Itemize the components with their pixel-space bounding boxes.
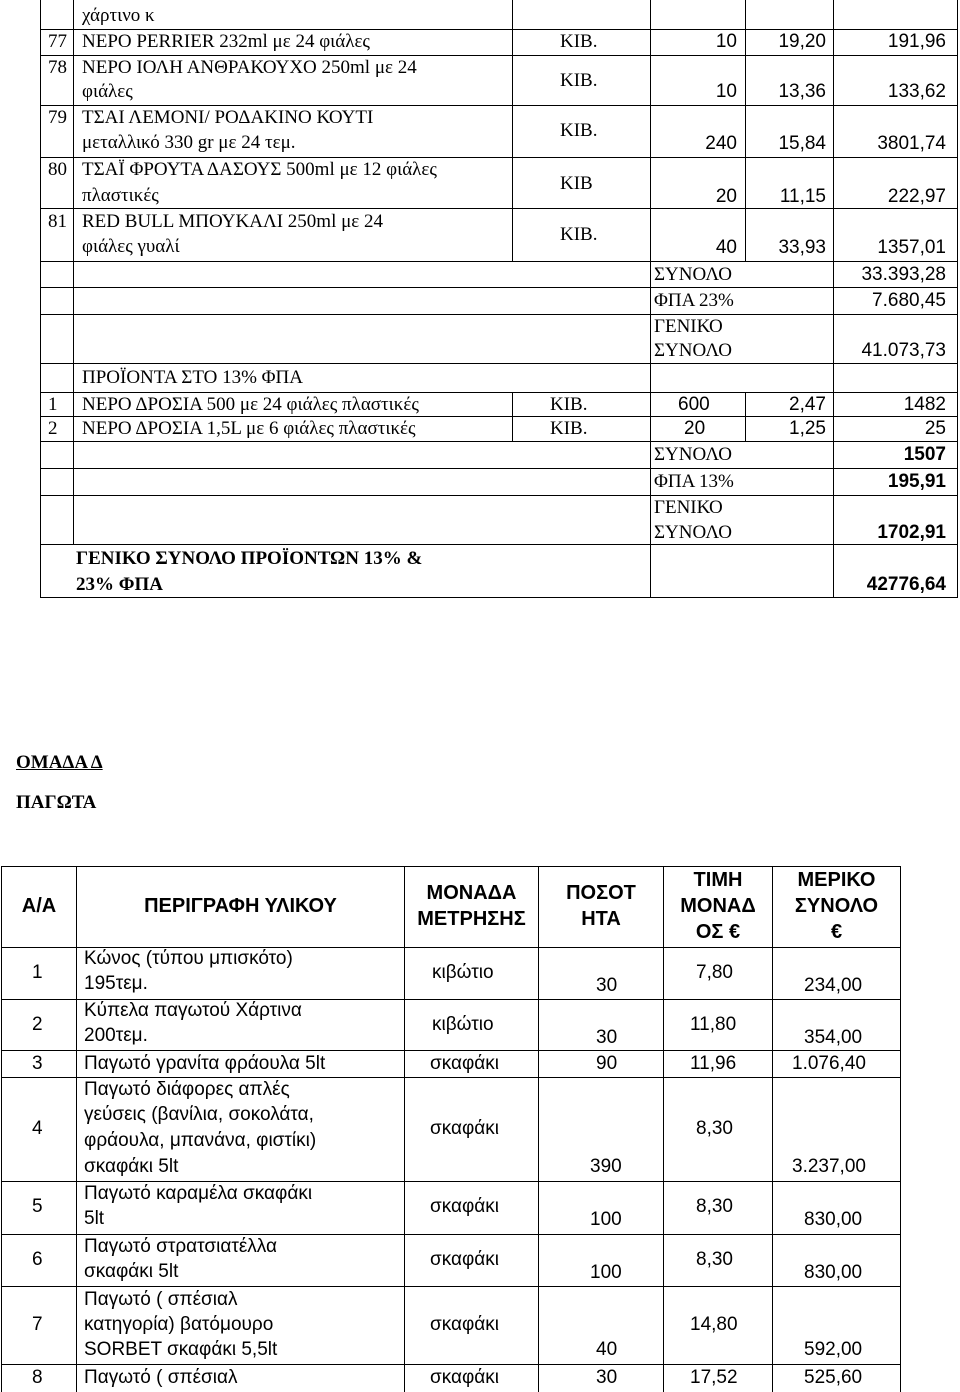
grand13-label: ΓΕΝΙΚΟ xyxy=(654,497,723,518)
header-total-currency: € xyxy=(830,921,843,943)
row-quantity: 100 xyxy=(590,1209,622,1230)
row-number: 79 xyxy=(48,107,67,128)
row-price: 14,80 xyxy=(690,1314,738,1335)
row-unit: σκαφάκι xyxy=(430,1367,500,1388)
row-number: 80 xyxy=(48,159,67,180)
grand-total-label-cont: ΣΥΝΟΛΟ xyxy=(654,340,733,361)
group-subtitle: ΠΑΓΩΤΑ xyxy=(16,792,97,813)
row-quantity: 20 xyxy=(715,186,737,207)
row-description: ΝΕΡΟ ΔΡΟΣΙΑ 1,5L με 6 φιάλες πλαστικές xyxy=(82,418,416,439)
row-description: ΝΕΡΟ ΙΟΛΗ ΑΝΘΡΑΚΟΥΧΟ 250ml με 24 xyxy=(82,57,417,78)
row-number: 8 xyxy=(32,1367,43,1388)
sum-value: 33.393,28 xyxy=(861,264,946,285)
row-unit: ΚΙΒ. xyxy=(550,394,588,415)
row-price: 1,25 xyxy=(789,418,826,439)
overall-total-label-cont: 23% ΦΠΑ xyxy=(76,574,164,595)
row-quantity: 20 xyxy=(684,418,706,439)
row-price: 8,30 xyxy=(696,1196,733,1217)
row-quantity: 390 xyxy=(590,1156,622,1177)
row-total: 830,00 xyxy=(804,1209,863,1230)
row-unit: ΚΙΒ. xyxy=(550,418,588,439)
row-description-cont: 200τεμ. xyxy=(84,1025,148,1046)
row-unit: σκαφάκι xyxy=(430,1053,500,1074)
row-total: 354,00 xyxy=(804,1027,863,1048)
row-unit: ΚΙΒ xyxy=(560,173,593,194)
row-quantity: 90 xyxy=(596,1053,618,1074)
row-number: 77 xyxy=(48,31,67,52)
row-description: Παγωτό γρανίτα φράουλα 5lt xyxy=(84,1053,326,1074)
header-total-cont: ΣΥΝΟΛΟ xyxy=(794,895,879,917)
vat-label: ΦΠΑ 23% xyxy=(654,290,734,311)
row-number: 2 xyxy=(32,1014,43,1035)
row-price: 11,15 xyxy=(779,186,826,207)
row-number: 81 xyxy=(48,211,67,232)
row-price: 11,96 xyxy=(690,1053,737,1074)
overall-total-value: 42776,64 xyxy=(866,574,946,595)
row-description-cont: πλαστικές xyxy=(82,185,159,206)
row-quantity: 240 xyxy=(705,133,737,154)
header-price: ΤΙΜΗ xyxy=(693,869,743,891)
row-unit: ΚΙΒ. xyxy=(560,70,598,91)
row-unit: σκαφάκι xyxy=(430,1196,500,1217)
row-quantity: 10 xyxy=(715,31,737,52)
row-total: 830,00 xyxy=(804,1262,863,1283)
row-quantity: 40 xyxy=(715,237,737,258)
row-unit: σκαφάκι xyxy=(430,1249,500,1270)
row-description-cont: κατηγορία) βατόμουρο xyxy=(84,1314,274,1335)
row-description: Παγωτό στρατσιατέλλα xyxy=(84,1236,277,1257)
row-description: Παγωτό διάφορες απλές xyxy=(84,1079,290,1100)
header-unit: ΜΟΝΑΔΑ xyxy=(426,882,517,904)
row-number: 7 xyxy=(32,1314,43,1335)
row-description: ΤΣΑΪ ΦΡΟΥΤΑ ΔΑΣΟΥΣ 500ml με 12 φιάλες xyxy=(82,159,437,180)
row-price: 17,52 xyxy=(690,1367,738,1388)
header-quantity: ΠΟΣΟΤ xyxy=(566,882,636,904)
vat13-label: ΦΠΑ 13% xyxy=(654,471,734,492)
row-unit: σκαφάκι xyxy=(430,1118,500,1139)
header-price-cont: ΜΟΝΑΔ xyxy=(680,895,756,917)
header-quantity-cont: ΗΤΑ xyxy=(581,908,621,930)
row-description: Κώνος (τύπου μπισκότο) xyxy=(84,948,293,969)
row-total: 191,96 xyxy=(887,31,946,52)
row-total: 1482 xyxy=(903,394,946,415)
vat-value: 7.680,45 xyxy=(872,290,946,311)
row-total: 234,00 xyxy=(804,975,863,996)
row-total: 1357,01 xyxy=(877,237,946,258)
row-unit: ΚΙΒ. xyxy=(560,224,598,245)
row-number: 3 xyxy=(32,1053,43,1074)
row-number: 1 xyxy=(32,962,43,983)
row-price: 11,80 xyxy=(690,1014,737,1035)
row-description-cont: σκαφάκι 5lt xyxy=(84,1156,179,1177)
row-description-cont: φιάλες xyxy=(82,81,133,102)
row-description: Παγωτό καραμέλα σκαφάκι xyxy=(84,1183,313,1204)
row-description-cont: μεταλλικό 330 gr με 24 τεμ. xyxy=(82,132,296,153)
row-price: 19,20 xyxy=(778,31,826,52)
row-total: 25 xyxy=(924,418,946,439)
row-description-cont: SORBET σκαφάκι 5,5lt xyxy=(84,1339,278,1360)
grand13-value: 1702,91 xyxy=(877,522,946,543)
row-total: 525,60 xyxy=(804,1367,863,1388)
row-description: Παγωτό ( σπέσιαλ xyxy=(84,1367,238,1388)
row-total: 592,00 xyxy=(804,1339,863,1360)
grand13-label-cont: ΣΥΝΟΛΟ xyxy=(654,522,733,543)
row-quantity: 600 xyxy=(678,394,710,415)
header-aa: Α/Α xyxy=(21,895,57,917)
grand-total-value: 41.073,73 xyxy=(861,340,946,361)
header-price-currency: ΟΣ € xyxy=(695,921,741,943)
row-number: 5 xyxy=(32,1196,43,1217)
sum-label: ΣΥΝΟΛΟ xyxy=(654,264,733,285)
header-unit-cont: ΜΕΤΡΗΣΗΣ xyxy=(417,908,526,930)
row-price: 33,93 xyxy=(778,237,826,258)
row-description: RED BULL ΜΠΟΥΚΑΛΙ 250ml με 24 xyxy=(82,211,384,232)
grand-total-label: ΓΕΝΙΚΟ xyxy=(654,316,723,337)
row-quantity: 30 xyxy=(596,1027,618,1048)
row-quantity: 10 xyxy=(715,81,737,102)
row-price: 2,47 xyxy=(789,394,826,415)
row-description-cont: φράουλα, μπανάνα, φιστίκι) xyxy=(84,1130,317,1151)
header-total: ΜΕΡΙΚΟ xyxy=(797,869,876,891)
row-number: 78 xyxy=(48,57,67,78)
vat13-value: 195,91 xyxy=(887,471,946,492)
row-price: 15,84 xyxy=(778,133,826,154)
row-total: 222,97 xyxy=(887,186,946,207)
row-description: Παγωτό ( σπέσιαλ xyxy=(84,1289,238,1310)
row-total: 3801,74 xyxy=(877,133,946,154)
row-quantity: 30 xyxy=(596,975,618,996)
row-description: ΝΕΡΟ PERRIER 232ml με 24 φιάλες xyxy=(82,31,370,52)
row-number: 4 xyxy=(32,1118,43,1139)
row-unit: κιβώτιο xyxy=(432,1014,494,1035)
row-description: Κύπελα παγωτού Χάρτινα xyxy=(84,1000,302,1021)
row-price: 8,30 xyxy=(696,1249,733,1270)
row-description-cont: 5lt xyxy=(84,1208,105,1229)
row-price: 13,36 xyxy=(778,81,826,102)
row-total: 3.237,00 xyxy=(792,1156,866,1177)
sum13-label: ΣΥΝΟΛΟ xyxy=(654,444,733,465)
row-total: 133,62 xyxy=(887,81,946,102)
row-number: 2 xyxy=(48,418,58,439)
row-unit: κιβώτιο xyxy=(432,962,494,983)
row-description-cont: 195τεμ. xyxy=(84,973,148,994)
row-description-cont: φιάλες γυαλί xyxy=(82,236,180,257)
group-title: ΟΜΑΔΑ Δ xyxy=(16,752,103,773)
row-unit: ΚΙΒ. xyxy=(560,31,598,52)
row-quantity: 40 xyxy=(596,1339,618,1360)
row-description: ΝΕΡΟ ΔΡΟΣΙΑ 500 με 24 φιάλες πλαστικές xyxy=(82,394,419,415)
overall-total-label: ΓΕΝΙΚΟ ΣΥΝΟΛΟ ΠΡΟΪΟΝΤΩΝ 13% & xyxy=(76,548,423,569)
row-quantity: 100 xyxy=(590,1262,622,1283)
row-number: 6 xyxy=(32,1249,43,1270)
row-unit: ΚΙΒ. xyxy=(560,120,598,141)
continuation-text: χάρτινο κ xyxy=(82,5,155,26)
row-unit: σκαφάκι xyxy=(430,1314,500,1335)
row-price: 8,30 xyxy=(696,1118,733,1139)
row-price: 7,80 xyxy=(696,962,733,983)
header-description: ΠΕΡΙΓΡΑΦΗ ΥΛΙΚΟΥ xyxy=(144,895,337,917)
row-total: 1.076,40 xyxy=(792,1053,866,1074)
row-description: ΤΣΑΙ ΛΕΜΟΝΙ/ ΡΟΔΑΚΙΝΟ ΚΟΥΤΙ xyxy=(82,107,374,128)
row-quantity: 30 xyxy=(596,1367,618,1388)
sum13-value: 1507 xyxy=(903,444,946,465)
row-description-cont: γεύσεις (βανίλια, σοκολάτα, xyxy=(84,1104,314,1125)
row-number: 1 xyxy=(48,394,58,415)
section-title: ΠΡΟΪΟΝΤΑ ΣΤΟ 13% ΦΠΑ xyxy=(82,367,303,388)
row-description-cont: σκαφάκι 5lt xyxy=(84,1261,179,1282)
